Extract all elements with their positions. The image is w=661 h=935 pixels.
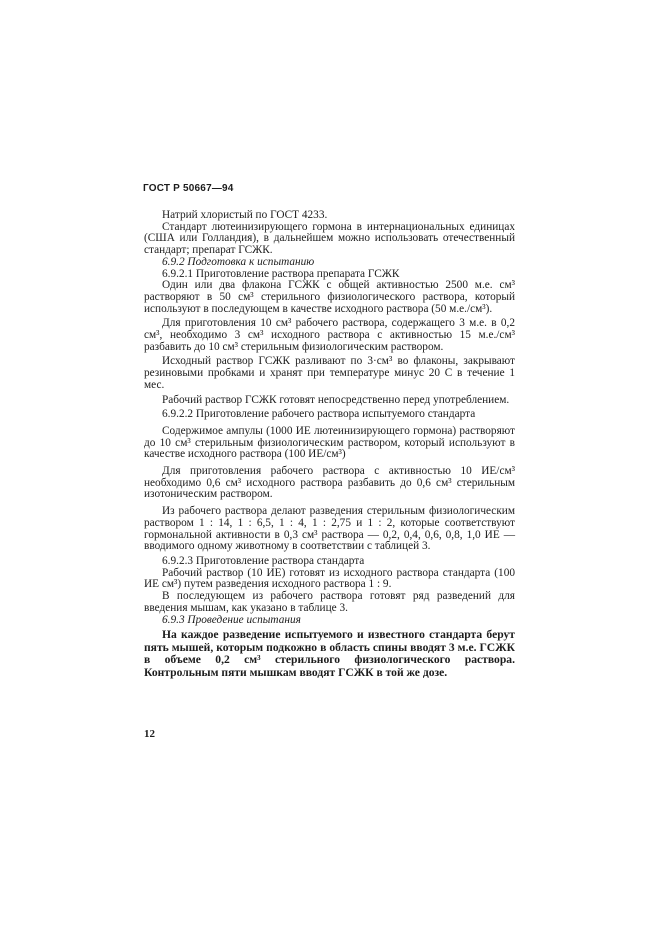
paragraph: Стандарт лютеинизирующего гормона в интернациональных единицах (США или Голландия), в дальнейшем можно использовать отечественный стандарт; препарат ГСЖК. [144,220,515,257]
paragraph: На каждое разведение испытуемого и известного стандарта берут пять мышей, которым подкожно в область спины вводят 3 м.е. ГСЖК в объеме 0,2 см³ стерильного физиологического раствора. Контрольным пяти мышкам вводят ГСЖК в той же дозе. [144,628,515,679]
page-number: 12 [144,728,155,740]
paragraph: В последующем из рабочего раствора готовят ряд разведений для введения мышам, как указано в таблице 3. [144,590,515,614]
paragraph: Один или два флакона ГСЖК с общей активностью 2500 м.е. см³ растворяют в 50 см³ стерильного физиологического раствора, который используют в последующем в качестве исходного раствора (50 м.е./см³). [144,279,515,315]
subsection-heading: 6.9.2.3 Приготовление раствора стандарта [162,554,365,567]
paragraph: Для приготовления 10 см³ рабочего раствора, содержащего 3 м.е. в 0,2 см³, необходимо 3 см³ исходного раствора с активностью 15 м.е./см³ разбавить до 10 см³ стерильным физиологическим раствором. [144,317,515,353]
document-header: ГОСТ Р 50667—94 [143,183,234,194]
document-body [144,210,515,680]
paragraph: Из рабочего раствора делают разведения стерильным физиологическим раствором 1 : 14, 1 : 6,5, 1 : 4, 1 : 2,75 и 1 : 2, которые соответствуют гормональной активности в 0,3 см³ раствора — 0,2, 0,4, 0,6, 0,8, 1,0 ИЕ — вводимого одному животному в соответствии с таблицей 3. [144,505,515,553]
paragraph: Рабочий раствор (10 ИЕ) готовят из исходного раствора стандарта (100 ИЕ см³) путем разведения исходного раствора 1 : 9. [144,566,515,591]
subsection-heading: 6.9.2.2 Приготовление рабочего раствора испытуемого стандарта [162,408,476,421]
paragraph: Для приготовления рабочего раствора с активностью 10 ИЕ/см³ необходимо 0,6 см³ исходного раствора разбавить до 0,6 см³ стерильным изотоническим раствором. [144,465,515,501]
section-heading: 6.9.3 Проведение испытания [162,613,301,626]
section-heading: 6.9.2 Подготовка к испытанию [162,255,315,268]
paragraph: Рабочий раствор ГСЖК готовят непосредственно перед употреблением. [162,393,510,406]
subsection-heading: 6.9.2.1 Приготовление раствора препарата ГСЖК [162,267,400,280]
paragraph: Натрий хлористый по ГОСТ 4233. [162,209,328,221]
paragraph: Исходный раствор ГСЖК разливают по 3·см³ во флаконы, закрывают резиновыми пробками и хранят при температуре минус 20 С в течение 1 мес. [144,355,515,391]
paragraph: Содержимое ампулы (1000 ИЕ лютеинизирующего гормона) растворяют до 10 см³ стерильным физиологическим раствором, который используют в качестве исходного раствора (100 ИЕ/см³) [144,424,515,461]
